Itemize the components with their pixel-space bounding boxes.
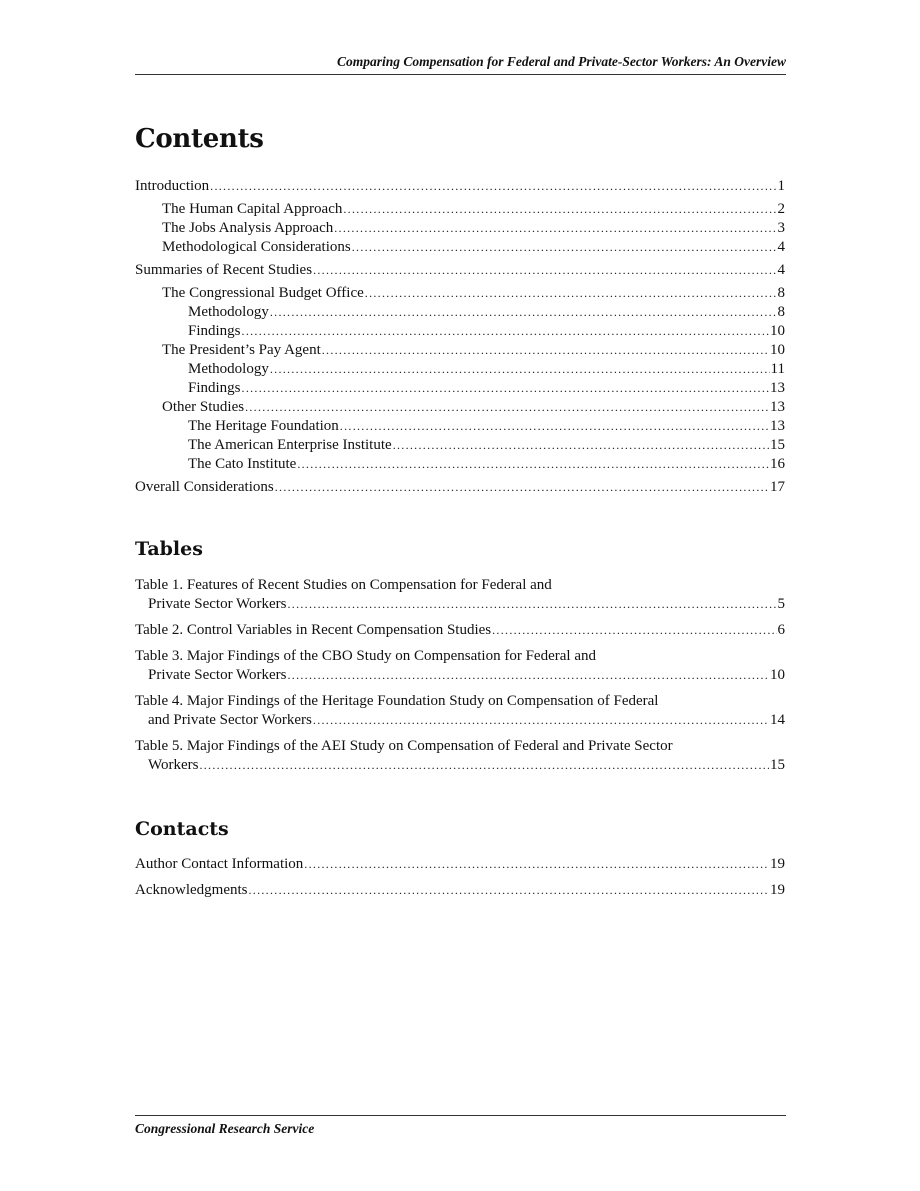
- toc-entry-cato[interactable]: [135, 455, 785, 474]
- contact-entry-acknowledgments[interactable]: [135, 881, 785, 900]
- toc-entry-title: The Cato Institute: [188, 456, 297, 472]
- toc-entry-page: 4: [777, 239, 785, 255]
- contact-entry-title: Acknowledgments: [135, 882, 248, 898]
- toc-entry-page: 16: [770, 456, 785, 472]
- table-entry-line2: [135, 711, 785, 730]
- toc-entry-title: The American Enterprise Institute: [188, 437, 392, 453]
- running-header: Comparing Compensation for Federal and Private-Sector Workers: An Overview: [135, 54, 786, 75]
- toc-entry-page: 3: [777, 220, 785, 236]
- toc-entry-title: The Human Capital Approach: [162, 201, 343, 217]
- toc-entry-human-capital[interactable]: [135, 200, 785, 219]
- table-entry-page: 5: [777, 596, 785, 612]
- toc-entry-methodological-considerations[interactable]: [135, 238, 785, 257]
- dot-leader: [322, 341, 769, 360]
- table-entry-line1: Table 5. Major Findings of the AEI Study on Compensation of Federal and Private Sector: [135, 738, 673, 754]
- table-entry-2[interactable]: [135, 621, 785, 640]
- dot-leader: [313, 261, 776, 280]
- dot-leader: [365, 284, 777, 303]
- toc-entry-other-studies[interactable]: [135, 398, 785, 417]
- table-entry-line2: [135, 595, 785, 614]
- dot-leader: [334, 219, 776, 238]
- toc-entry-cbo-findings[interactable]: [135, 322, 785, 341]
- dot-leader: [313, 711, 769, 730]
- toc-entry-pay-agent-methodology[interactable]: [135, 360, 785, 379]
- toc-entry-page: 10: [770, 323, 785, 339]
- toc-entry-title: Findings: [188, 380, 241, 396]
- toc-entry-title: Overall Considerations: [135, 479, 274, 495]
- table-entry-5[interactable]: [135, 737, 785, 775]
- toc-entry-page: 8: [777, 285, 785, 301]
- dot-leader: [270, 360, 770, 379]
- tables-heading: Tables: [135, 538, 203, 560]
- toc-entry-title: Methodology: [188, 361, 269, 377]
- table-entry-line2: [135, 666, 785, 685]
- toc-entry-title: Other Studies: [162, 399, 245, 415]
- table-entry-page: 10: [770, 667, 785, 683]
- toc-entry-pay-agent-findings[interactable]: [135, 379, 785, 398]
- dot-leader: [270, 303, 777, 322]
- tables-list: [135, 576, 785, 782]
- toc-entry-title: The President’s Pay Agent: [162, 342, 321, 358]
- contents-list: [135, 177, 785, 497]
- toc-entry-cbo-methodology[interactable]: [135, 303, 785, 322]
- toc-entry-title: Methodological Considerations: [162, 239, 351, 255]
- contacts-list: [135, 855, 785, 900]
- dot-leader: [242, 379, 769, 398]
- toc-entry-jobs-analysis[interactable]: [135, 219, 785, 238]
- dot-leader: [275, 478, 769, 497]
- toc-entry-page: 17: [770, 479, 785, 495]
- toc-entry-page: 1: [777, 178, 785, 194]
- table-entry-line1: Table 1. Features of Recent Studies on Compensation for Federal and: [135, 577, 552, 593]
- toc-entry-pay-agent[interactable]: [135, 341, 785, 360]
- toc-entry-page: 13: [770, 418, 785, 434]
- table-entry-line1: Table 4. Major Findings of the Heritage Foundation Study on Compensation of Federal: [135, 693, 659, 709]
- dot-leader: [245, 398, 769, 417]
- dot-leader: [248, 881, 769, 900]
- toc-entry-page: 11: [770, 361, 785, 377]
- toc-entry-page: 10: [770, 342, 785, 358]
- toc-entry-title: The Heritage Foundation: [188, 418, 339, 434]
- table-entry-page: 15: [770, 757, 785, 773]
- toc-entry-title: Methodology: [188, 304, 269, 320]
- table-entry-page: 6: [777, 622, 785, 638]
- toc-entry-page: 15: [770, 437, 785, 453]
- toc-entry-page: 13: [770, 380, 785, 396]
- table-entry-line: [135, 621, 785, 640]
- toc-entry-aei[interactable]: [135, 436, 785, 455]
- toc-entry-cbo[interactable]: [135, 284, 785, 303]
- toc-entry-page: 13: [770, 399, 785, 415]
- toc-entry-title: Findings: [188, 323, 241, 339]
- table-entry-line1: Table 3. Major Findings of the CBO Study on Compensation for Federal and: [135, 648, 596, 664]
- running-footer: Congressional Research Service: [135, 1115, 786, 1137]
- table-entry-title: Workers: [148, 757, 199, 773]
- toc-entry-introduction[interactable]: [135, 177, 785, 196]
- contents-heading: Contents: [135, 124, 264, 154]
- table-entry-title: Table 2. Control Variables in Recent Compensation Studies: [135, 622, 492, 638]
- toc-entry-title: The Jobs Analysis Approach: [162, 220, 334, 236]
- dot-leader: [352, 238, 777, 257]
- table-entry-title: and Private Sector Workers: [148, 712, 312, 728]
- table-entry-1[interactable]: [135, 576, 785, 614]
- dot-leader: [242, 322, 769, 341]
- dot-leader: [343, 200, 776, 219]
- table-entry-title: Private Sector Workers: [148, 596, 287, 612]
- table-entry-page: 14: [770, 712, 785, 728]
- toc-entry-title: The Congressional Budget Office: [162, 285, 364, 301]
- dot-leader: [297, 455, 769, 474]
- dot-leader: [304, 855, 769, 874]
- contacts-heading: Contacts: [135, 818, 229, 840]
- toc-entry-summaries[interactable]: [135, 261, 785, 280]
- toc-entry-page: 2: [777, 201, 785, 217]
- dot-leader: [287, 595, 776, 614]
- dot-leader: [393, 436, 769, 455]
- contact-entry-author[interactable]: [135, 855, 785, 874]
- contact-entry-page: 19: [770, 882, 785, 898]
- toc-entry-title: Summaries of Recent Studies: [135, 262, 313, 278]
- dot-leader: [199, 756, 769, 775]
- dot-leader: [340, 417, 769, 436]
- toc-entry-heritage[interactable]: [135, 417, 785, 436]
- dot-leader: [492, 621, 776, 640]
- toc-entry-page: 8: [777, 304, 785, 320]
- dot-leader: [287, 666, 769, 685]
- toc-entry-title: Introduction: [135, 178, 210, 194]
- table-entry-3[interactable]: [135, 647, 785, 685]
- contact-entry-page: 19: [770, 856, 785, 872]
- dot-leader: [210, 177, 776, 196]
- toc-entry-page: 4: [777, 262, 785, 278]
- toc-entry-overall[interactable]: [135, 478, 785, 497]
- table-entry-4[interactable]: [135, 692, 785, 730]
- table-entry-title: Private Sector Workers: [148, 667, 287, 683]
- table-entry-line2: [135, 756, 785, 775]
- contact-entry-title: Author Contact Information: [135, 856, 304, 872]
